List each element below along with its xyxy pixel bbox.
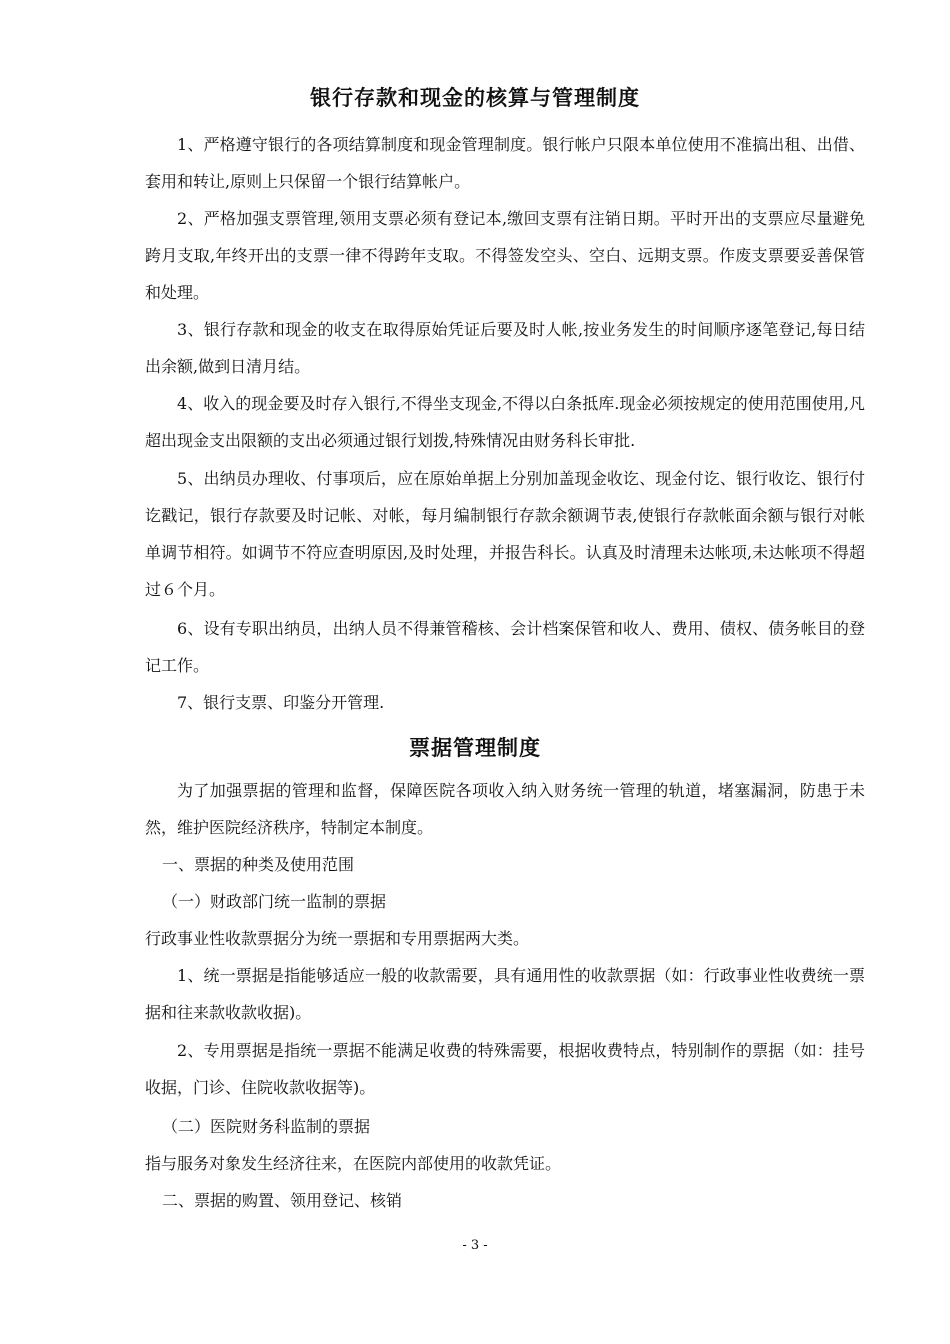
- heading-bill-purchase: 二、票据的购置、领用登记、核销: [162, 1191, 403, 1210]
- hospital-bills-description: 指与服务对象发生经济往来，在医院内部使用的收款凭证。: [145, 1154, 562, 1173]
- paragraph-5: 5、出纳员办理收、付事项后，应在原始单据上分别加盖现金收讫、现金付讫、银行收讫、银行付讫戳记，银行存款要及时记帐、对帐，每月编制银行存款余额调节表,使银行存款帐面余额与银行对帐单调节相符。如调节不符应查明原因,及时处理，并报告科长。认真及时清理未达帐项,未达帐项不得超过６个月。: [145, 469, 865, 599]
- section-title-bank-cash: 银行存款和现金的核算与管理制度: [310, 86, 640, 110]
- paragraph-4: 4、收入的现金要及时存入银行,不得坐支现金,不得以白条抵库.现金必须按规定的使用范围使用,凡超出现金支出限额的支出必须通过银行划拨,特殊情况由财务科长审批.: [145, 394, 865, 450]
- heading-bill-types: 一、票据的种类及使用范围: [162, 855, 355, 874]
- section-title-bills: 票据管理制度: [409, 736, 541, 760]
- paragraph-7: 7、银行支票、印鉴分开管理.: [177, 693, 385, 712]
- special-bills-item: 2、专用票据是指统一票据不能满足收费的特殊需要，根据收费特点，特别制作的票据（如：挂号收据，门诊、住院收款收据等)。: [145, 1041, 865, 1097]
- subheading-hospital-bills: （二）医院财务科监制的票据: [162, 1117, 371, 1136]
- page-number: - 3 -: [462, 1238, 488, 1253]
- unified-bills-item: 1、统一票据是指能够适应一般的收款需要，具有通用性的收款票据（如：行政事业性收费统一票据和往来款收款收据)。: [145, 966, 865, 1022]
- paragraph-2: 2、严格加强支票管理,领用支票必须有登记本,缴回支票有注销日期。平时开出的支票应尽量避免跨月支取,年终开出的支票一律不得跨年支取。不得签发空头、空白、远期支票。作废支票要妥善保管和处理。: [145, 209, 865, 302]
- subheading-finance-dept-bills: （一）财政部门统一监制的票据: [162, 892, 387, 911]
- finance-bills-description: 行政事业性收款票据分为统一票据和专用票据两大类。: [145, 929, 530, 948]
- paragraph-6: 6、设有专职出纳员，出纳人员不得兼管稽核、会计档案保管和收人、费用、债权、债务帐目的登记工作。: [145, 619, 865, 675]
- paragraph-1: 1、严格遵守银行的各项结算制度和现金管理制度。银行帐户只限本单位使用不准搞出租、出借、套用和转让,原则上只保留一个银行结算帐户。: [145, 135, 865, 191]
- bills-intro-paragraph: 为了加强票据的管理和监督，保障医院各项收入纳入财务统一管理的轨道，堵塞漏洞，防患于未然，维护医院经济秩序，特制定本制度。: [145, 781, 865, 837]
- paragraph-3: 3、银行存款和现金的收支在取得原始凭证后要及时人帐,按业务发生的时间顺序逐笔登记,每日结出余额,做到日清月结。: [145, 320, 865, 376]
